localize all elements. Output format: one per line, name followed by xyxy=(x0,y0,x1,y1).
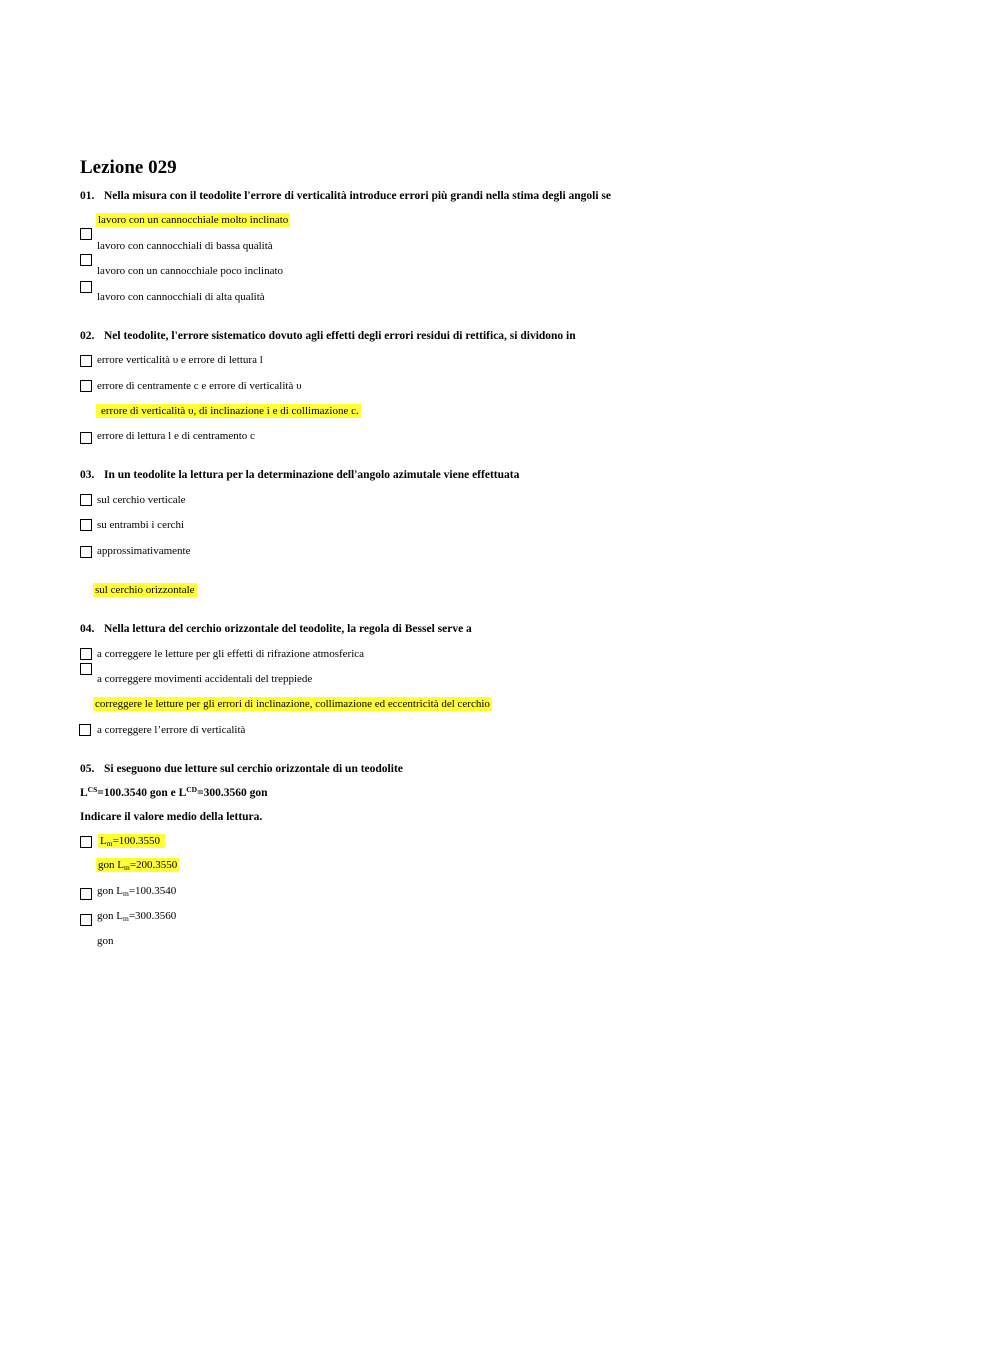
q2-checkbox-4[interactable] xyxy=(80,432,92,444)
q3-option-2: su entrambi i cerchi xyxy=(97,519,185,531)
page-title: Lezione 029 xyxy=(80,157,177,178)
question-text: Nel teodolite, l'errore sistematico dovuto agli effetti degli errori residui di rettifica, si dividono in xyxy=(104,330,576,342)
question-text: In un teodolite la lettura per la determinazione dell'angolo azimutale viene effettuata xyxy=(104,469,520,481)
answer-highlight: correggere le letture per gli errori di inclinazione, collimazione ed eccentricità del cerchio xyxy=(95,698,490,710)
question-text: Nella lettura del cerchio orizzontale del teodolite, la regola di Bessel serve a xyxy=(104,623,472,635)
q3-option-1: sul cerchio verticale xyxy=(97,494,186,506)
q2-option-1: errore verticalità υ e errore di lettura l xyxy=(97,354,263,366)
q5-option-3: gon $L_m=100.3540$ xyxy=(97,885,177,898)
q1-checkbox-3[interactable] xyxy=(80,254,92,266)
q5-trailing-unit: gon xyxy=(97,935,114,947)
q3-option-4 xyxy=(93,584,197,596)
q5-checkbox-4[interactable] xyxy=(80,914,92,926)
q2-option-4: errore di lettura l e di centramento c xyxy=(97,430,255,442)
answer-highlight: gon $L_m=200.3550$ xyxy=(98,859,178,872)
q3-checkbox-1[interactable] xyxy=(80,494,92,506)
answer-highlight: sul cerchio orizzontale xyxy=(95,584,195,596)
q5-checkbox-1[interactable] xyxy=(80,836,92,848)
question-05 xyxy=(80,763,403,775)
q4-checkbox-1[interactable] xyxy=(80,648,92,660)
q5-checkbox-3[interactable] xyxy=(80,888,92,900)
question-text: Si eseguono due letture sul cerchio orizzontale di un teodolite xyxy=(104,763,403,775)
answer-highlight: errore di verticalità υ, di inclinazione i e di collimazione c. xyxy=(96,404,361,418)
q5-option-1 xyxy=(98,835,165,847)
q4-option-4: a correggere l’errore di verticalità xyxy=(97,724,246,736)
q2-checkbox-1[interactable] xyxy=(80,355,92,367)
q4-option-2: a correggere movimenti accidentali del treppiede xyxy=(97,673,313,685)
question-04 xyxy=(80,623,472,635)
q3-option-3: approssimativamente xyxy=(97,545,191,557)
q2-option-3 xyxy=(96,405,361,417)
q1-option-2: lavoro con cannocchiali di bassa qualità xyxy=(97,240,273,252)
q2-option-2: errore di centramente c e errore di verticalità υ xyxy=(97,380,302,392)
question-number: 02. xyxy=(80,330,95,342)
question-number: 03. xyxy=(80,469,95,481)
q5-option-2 xyxy=(96,859,179,871)
question-02 xyxy=(80,330,576,342)
q4-checkbox-4[interactable] xyxy=(79,724,91,736)
q5-instruction: Indicare il valore medio della lettura. xyxy=(80,811,263,823)
question-number: 04. xyxy=(80,623,95,635)
question-number: 01. xyxy=(80,190,95,202)
q4-checkbox-2[interactable] xyxy=(80,663,92,675)
q4-option-3 xyxy=(93,698,492,710)
answer-highlight: lavoro con un cannocchiale molto inclinato xyxy=(98,214,289,226)
question-03 xyxy=(80,469,519,481)
question-text: Nella misura con il teodolite l'errore di verticalità introduce errori più grandi nella stima degli angoli se xyxy=(104,190,612,202)
q1-option-3: lavoro con un cannocchiale poco inclinato xyxy=(97,265,284,277)
q1-option-1 xyxy=(96,214,290,226)
question-01 xyxy=(80,190,611,202)
q2-checkbox-2[interactable] xyxy=(80,380,92,392)
q5-option-4: gon $L_m=300.3560$ xyxy=(97,910,177,923)
answer-highlight: $L_m=100.3550$ xyxy=(98,834,165,848)
q5-readings: $L^{CS}=100.3540$ gon e $L^{CD}=300.3560$ gon xyxy=(80,785,268,799)
q3-checkbox-3[interactable] xyxy=(80,546,92,558)
question-number: 05. xyxy=(80,763,95,775)
q4-option-1: a correggere le letture per gli effetti di rifrazione atmosferica xyxy=(97,648,365,660)
q1-checkbox-4[interactable] xyxy=(80,281,92,293)
q1-option-4: lavoro con cannocchiali di alta qualità xyxy=(97,291,265,303)
q3-checkbox-2[interactable] xyxy=(80,519,92,531)
q1-checkbox-2[interactable] xyxy=(80,228,92,240)
